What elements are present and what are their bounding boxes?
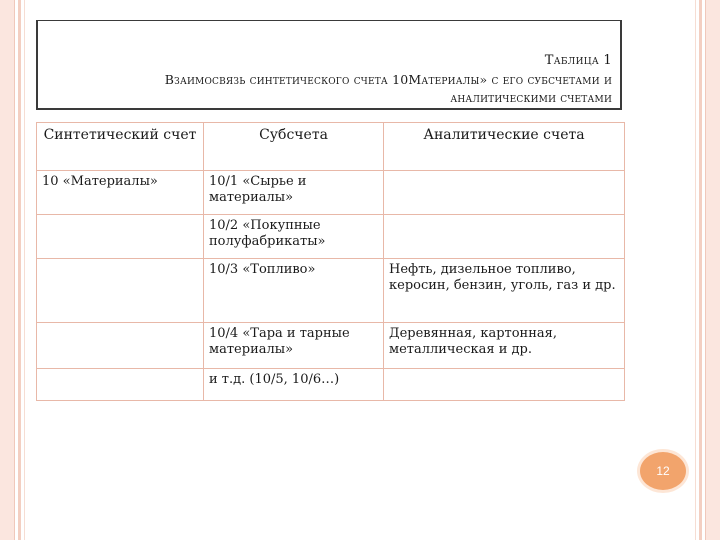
title-box (36, 20, 622, 110)
table-row (37, 369, 625, 401)
table-row (37, 215, 625, 259)
header-subaccounts: Субсчета (204, 123, 384, 171)
table-row (37, 323, 625, 369)
table-row (37, 259, 625, 323)
header-analytic: Аналитические счета (384, 123, 625, 171)
cell-subaccount: 10/1 «Сырье и материалы» (204, 171, 384, 215)
cell-subaccount: 10/3 «Топливо» (204, 259, 384, 323)
table-label: Таблица 1 (544, 53, 612, 68)
left-decorative-edge (24, 0, 25, 540)
cell-subaccount: и т.д. (10/5, 10/6…) (204, 369, 384, 401)
table-header-row (37, 123, 625, 171)
right-decorative-edge (695, 0, 696, 540)
cell-subaccount: 10/2 «Покупные полуфабрикаты» (204, 215, 384, 259)
header-synthetic: Синтетический счет (37, 123, 204, 171)
left-decorative-bar (0, 0, 15, 540)
cell-analytic: Деревянная, картонная, металлическая и др. (384, 323, 625, 369)
table-title-line-1: Взаимосвязь синтетического счета 10Материалы» с его субсчетами и (164, 72, 612, 87)
cell-synthetic (37, 369, 204, 401)
cell-synthetic (37, 259, 204, 323)
table-row (37, 171, 625, 215)
cell-synthetic (37, 323, 204, 369)
accounts-table (36, 122, 625, 401)
cell-analytic: Нефть, дизельное топливо, керосин, бензин, уголь, газ и др. (384, 259, 625, 323)
cell-synthetic (37, 215, 204, 259)
table-title (52, 71, 612, 107)
cell-subaccount: 10/4 «Тара и тарные материалы» (204, 323, 384, 369)
right-decorative-bar (705, 0, 720, 540)
cell-analytic (384, 369, 625, 401)
right-decorative-line (699, 0, 702, 540)
cell-analytic (384, 171, 625, 215)
table-title-line-2: аналитическими счетами (450, 90, 612, 105)
cell-synthetic: 10 «Материалы» (37, 171, 204, 215)
page-number-badge: 12 (640, 452, 686, 490)
left-decorative-line (18, 0, 21, 540)
cell-analytic (384, 215, 625, 259)
